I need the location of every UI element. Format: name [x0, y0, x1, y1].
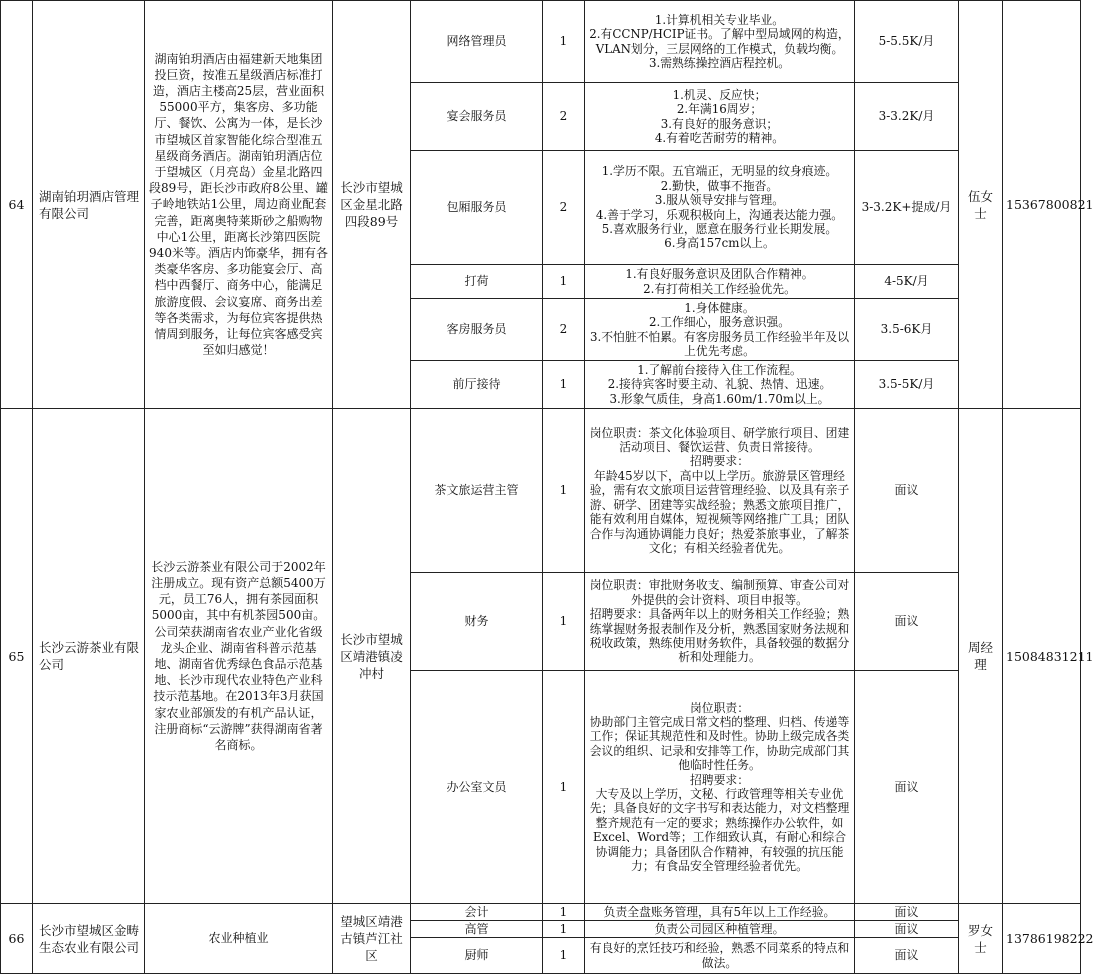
contact-phone: 15367800821	[1003, 1, 1081, 409]
requirement-line: 协助部门主管完成日常文档的整理、归档、传递等工作；保证其规范性和及时性。协助上级完成各类会议的组织、记录和安排等工作，协助完成部门其他临时性任务。	[589, 714, 850, 773]
requirement-line: 岗位职责：审批财务收支、编制预算、审查公司对外提供的会计资料、项目申报等。	[589, 578, 850, 607]
job-requirements	[585, 83, 855, 151]
job-title: 包厢服务员	[411, 151, 543, 265]
salary: 面议	[855, 573, 959, 671]
salary: 3-3.2K+提成/月	[855, 151, 959, 265]
job-count: 1	[543, 921, 585, 938]
job-count: 2	[543, 299, 585, 361]
contact-person: 罗女士	[959, 904, 1003, 974]
job-count: 1	[543, 361, 585, 409]
contact-person: 周经理	[959, 409, 1003, 904]
job-count: 1	[543, 409, 585, 573]
requirement-line: 6.身高157cm以上。	[664, 236, 775, 251]
job-requirements	[585, 409, 855, 573]
table-row	[1, 409, 1081, 573]
contact-phone: 13786198222	[1003, 904, 1081, 974]
company-name: 湖南铂玥酒店管理有限公司	[33, 1, 145, 409]
requirement-line: 有良好的烹饪技巧和经验，熟悉不同菜系的特点和做法。	[589, 941, 850, 970]
requirement-line: 3.需熟练操控酒店程控机。	[648, 55, 791, 70]
job-requirements	[585, 361, 855, 409]
job-count: 1	[543, 671, 585, 904]
requirement-line: 3.形象气质佳，身高1.60m/1.70m以上。	[609, 391, 830, 406]
job-count: 1	[543, 573, 585, 671]
requirement-line: 3.有良好的服务意识；	[660, 116, 779, 131]
requirement-line: 2.接待宾客时要主动、礼貌、热情、迅速。	[607, 377, 832, 392]
job-title: 网络管理员	[411, 1, 543, 83]
work-address: 长沙市望城区金星北路四段89号	[333, 1, 411, 409]
work-address: 望城区靖港古镇芦江社区	[333, 904, 411, 974]
job-title: 前厅接待	[411, 361, 543, 409]
job-title: 高管	[411, 921, 543, 938]
requirement-line: 负责全盘账务管理，具有5年以上工作经验。	[603, 904, 836, 919]
requirement-line: 年龄45岁以下，高中以上学历。旅游景区管理经验，需有农文旅项目运营管理经验、以及具有亲子游、研学、团建等实战经验；熟悉文旅项目推广，能有效利用自媒体，短视频等网络推广工具；团队合作与沟通协调能力良好；热爱茶旅事业，了解茶文化；有相关经验者优先。	[589, 468, 850, 555]
row-number: 65	[1, 409, 33, 904]
requirement-line: 2.有打荷相关工作经验优先。	[643, 281, 796, 296]
job-requirements	[585, 921, 855, 938]
salary: 面议	[855, 904, 959, 921]
company-name: 长沙云游茶业有限公司	[33, 409, 145, 904]
requirement-line: 1.有良好服务意识及团队合作精神。	[625, 267, 814, 282]
requirement-line: 1.了解前台接待入住工作流程。	[637, 362, 802, 377]
salary: 5-5.5K/月	[855, 1, 959, 83]
requirement-line: 5.喜欢服务行业，愿意在服务行业长期发展。	[601, 221, 838, 236]
salary: 4-5K/月	[855, 265, 959, 299]
company-intro: 农业种植业	[145, 904, 333, 974]
job-requirements	[585, 1, 855, 83]
requirement-line: 招聘要求：	[690, 772, 749, 787]
company-intro: 长沙云游茶业有限公司于2002年注册成立。现有资产总额5400万元，员工76人，拥有茶园面积5000亩，其中有机茶园500亩。公司荣获湖南省农业产业化省级龙头企业、湖南省科普示范基地、湖南省优秀绿色食品示范基地、长沙市现代农业特色产业科技示范基地。在2013年3月获国家农业部颁发的有机产品认证，注册商标“云游牌”获得湖南省著名商标。	[145, 409, 333, 904]
requirement-line: 岗位职责：	[690, 700, 749, 715]
requirement-line: 招聘要求：具备两年以上的财务相关工作经验；熟练掌握财务报表制作及分析，熟悉国家财务法规和税收政策，熟练使用财务软件，具备较强的数据分析和处理能力。	[589, 607, 850, 665]
requirement-line: 1.计算机相关专业毕业。	[654, 12, 785, 27]
job-requirements	[585, 299, 855, 361]
job-title: 财务	[411, 573, 543, 671]
job-requirements	[585, 265, 855, 299]
requirement-line: 2.年满16周岁；	[676, 102, 763, 117]
salary: 面议	[855, 409, 959, 573]
work-address: 长沙市望城区靖港镇凌冲村	[333, 409, 411, 904]
job-count: 1	[543, 265, 585, 299]
job-title: 办公室文员	[411, 671, 543, 904]
requirement-line: 大专及以上学历，文秘、行政管理等相关专业优先；具备良好的文字书写和表达能力，对文档整理整齐规范有一定的要求；熟练操作办公软件，如Excel、Word等；工作细致认真，有耐心和综合协调能力；具备团队合作精神，有较强的抗压能力；有食品安全管理经验者优先。	[589, 787, 850, 874]
job-count: 2	[543, 151, 585, 265]
job-title: 打荷	[411, 265, 543, 299]
requirement-line: 岗位职责：茶文化体验项目、研学旅行项目、团建活动项目、餐饮运营、负责日常接待。	[589, 425, 850, 455]
company-name: 长沙市望城区金畴生态农业有限公司	[33, 904, 145, 974]
requirement-line: 4.善于学习，乐观积极向上，沟通表达能力强。	[595, 207, 844, 222]
salary: 3.5-5K/月	[855, 361, 959, 409]
row-number: 66	[1, 904, 33, 974]
requirement-line: 2.工作细心，服务意识强。	[648, 315, 791, 330]
job-requirements	[585, 938, 855, 974]
salary: 面议	[855, 921, 959, 938]
requirement-line: 4.有着吃苦耐劳的精神。	[654, 130, 785, 145]
job-count: 1	[543, 938, 585, 974]
job-requirements	[585, 151, 855, 265]
job-title: 厨师	[411, 938, 543, 974]
requirement-line: 2.勤快，做事不拖沓。	[660, 178, 779, 193]
table-row	[1, 904, 1081, 921]
contact-phone: 15084831211	[1003, 409, 1081, 904]
table-body	[1, 1, 1093, 974]
job-title: 宴会服务员	[411, 83, 543, 151]
salary: 面议	[855, 938, 959, 974]
job-count: 1	[543, 904, 585, 921]
requirement-line: 2.有CCNP/HCIP证书。了解中型局域网的构造，VLAN划分，三层网络的工作模式，负载均衡。	[589, 27, 850, 56]
requirement-line: 1.学历不限。五官端正，无明显的纹身痕迹。	[601, 164, 838, 179]
job-requirements	[585, 573, 855, 671]
requirement-line: 1.身体健康。	[684, 300, 755, 315]
job-requirements	[585, 904, 855, 921]
requirement-line: 负责公司园区种植管理。	[654, 921, 785, 936]
requirement-line: 1.机灵、反应快；	[672, 87, 767, 102]
salary: 3-3.2K/月	[855, 83, 959, 151]
job-title: 会计	[411, 904, 543, 921]
salary: 3.5-6K月	[855, 299, 959, 361]
requirement-line: 3.服从领导安排与管理。	[654, 193, 785, 208]
table-row	[1, 1, 1081, 83]
job-count: 1	[543, 1, 585, 83]
requirement-line: 3.不怕脏不怕累。有客房服务员工作经验半年及以上优先考虑。	[590, 329, 849, 358]
job-count: 2	[543, 83, 585, 151]
job-title: 茶文旅运营主管	[411, 409, 543, 573]
row-number: 64	[1, 1, 33, 409]
job-requirements	[585, 671, 855, 904]
job-title: 客房服务员	[411, 299, 543, 361]
salary: 面议	[855, 671, 959, 904]
company-intro: 湖南铂玥酒店由福建新天地集团投巨资，按准五星级酒店标准打造，酒店主楼高25层，营业面积55000平方，集客房、多功能厅、餐饮、公寓为一体，是长沙市望城区首家智能化综合型准五星级商务酒店。湖南铂玥酒店位于望城区（月亮岛）金星北路四段89号，距长沙市政府8公里、罐子岭地铁站1公里，周边商业配套完善，距离奥特莱斯砂之船购物中心1公里，距离长沙第四医院940米等。酒店内饰豪华，拥有各类豪华客房、多功能宴会厅、高档中西餐厅、商务中心，能满足旅游度假、会议宴席、商务出差等各类需求，为每位宾客提供热情周到服务，让每位宾客感受宾至如归感觉！	[145, 1, 333, 409]
contact-person: 伍女士	[959, 1, 1003, 409]
requirement-line: 招聘要求：	[690, 454, 749, 469]
